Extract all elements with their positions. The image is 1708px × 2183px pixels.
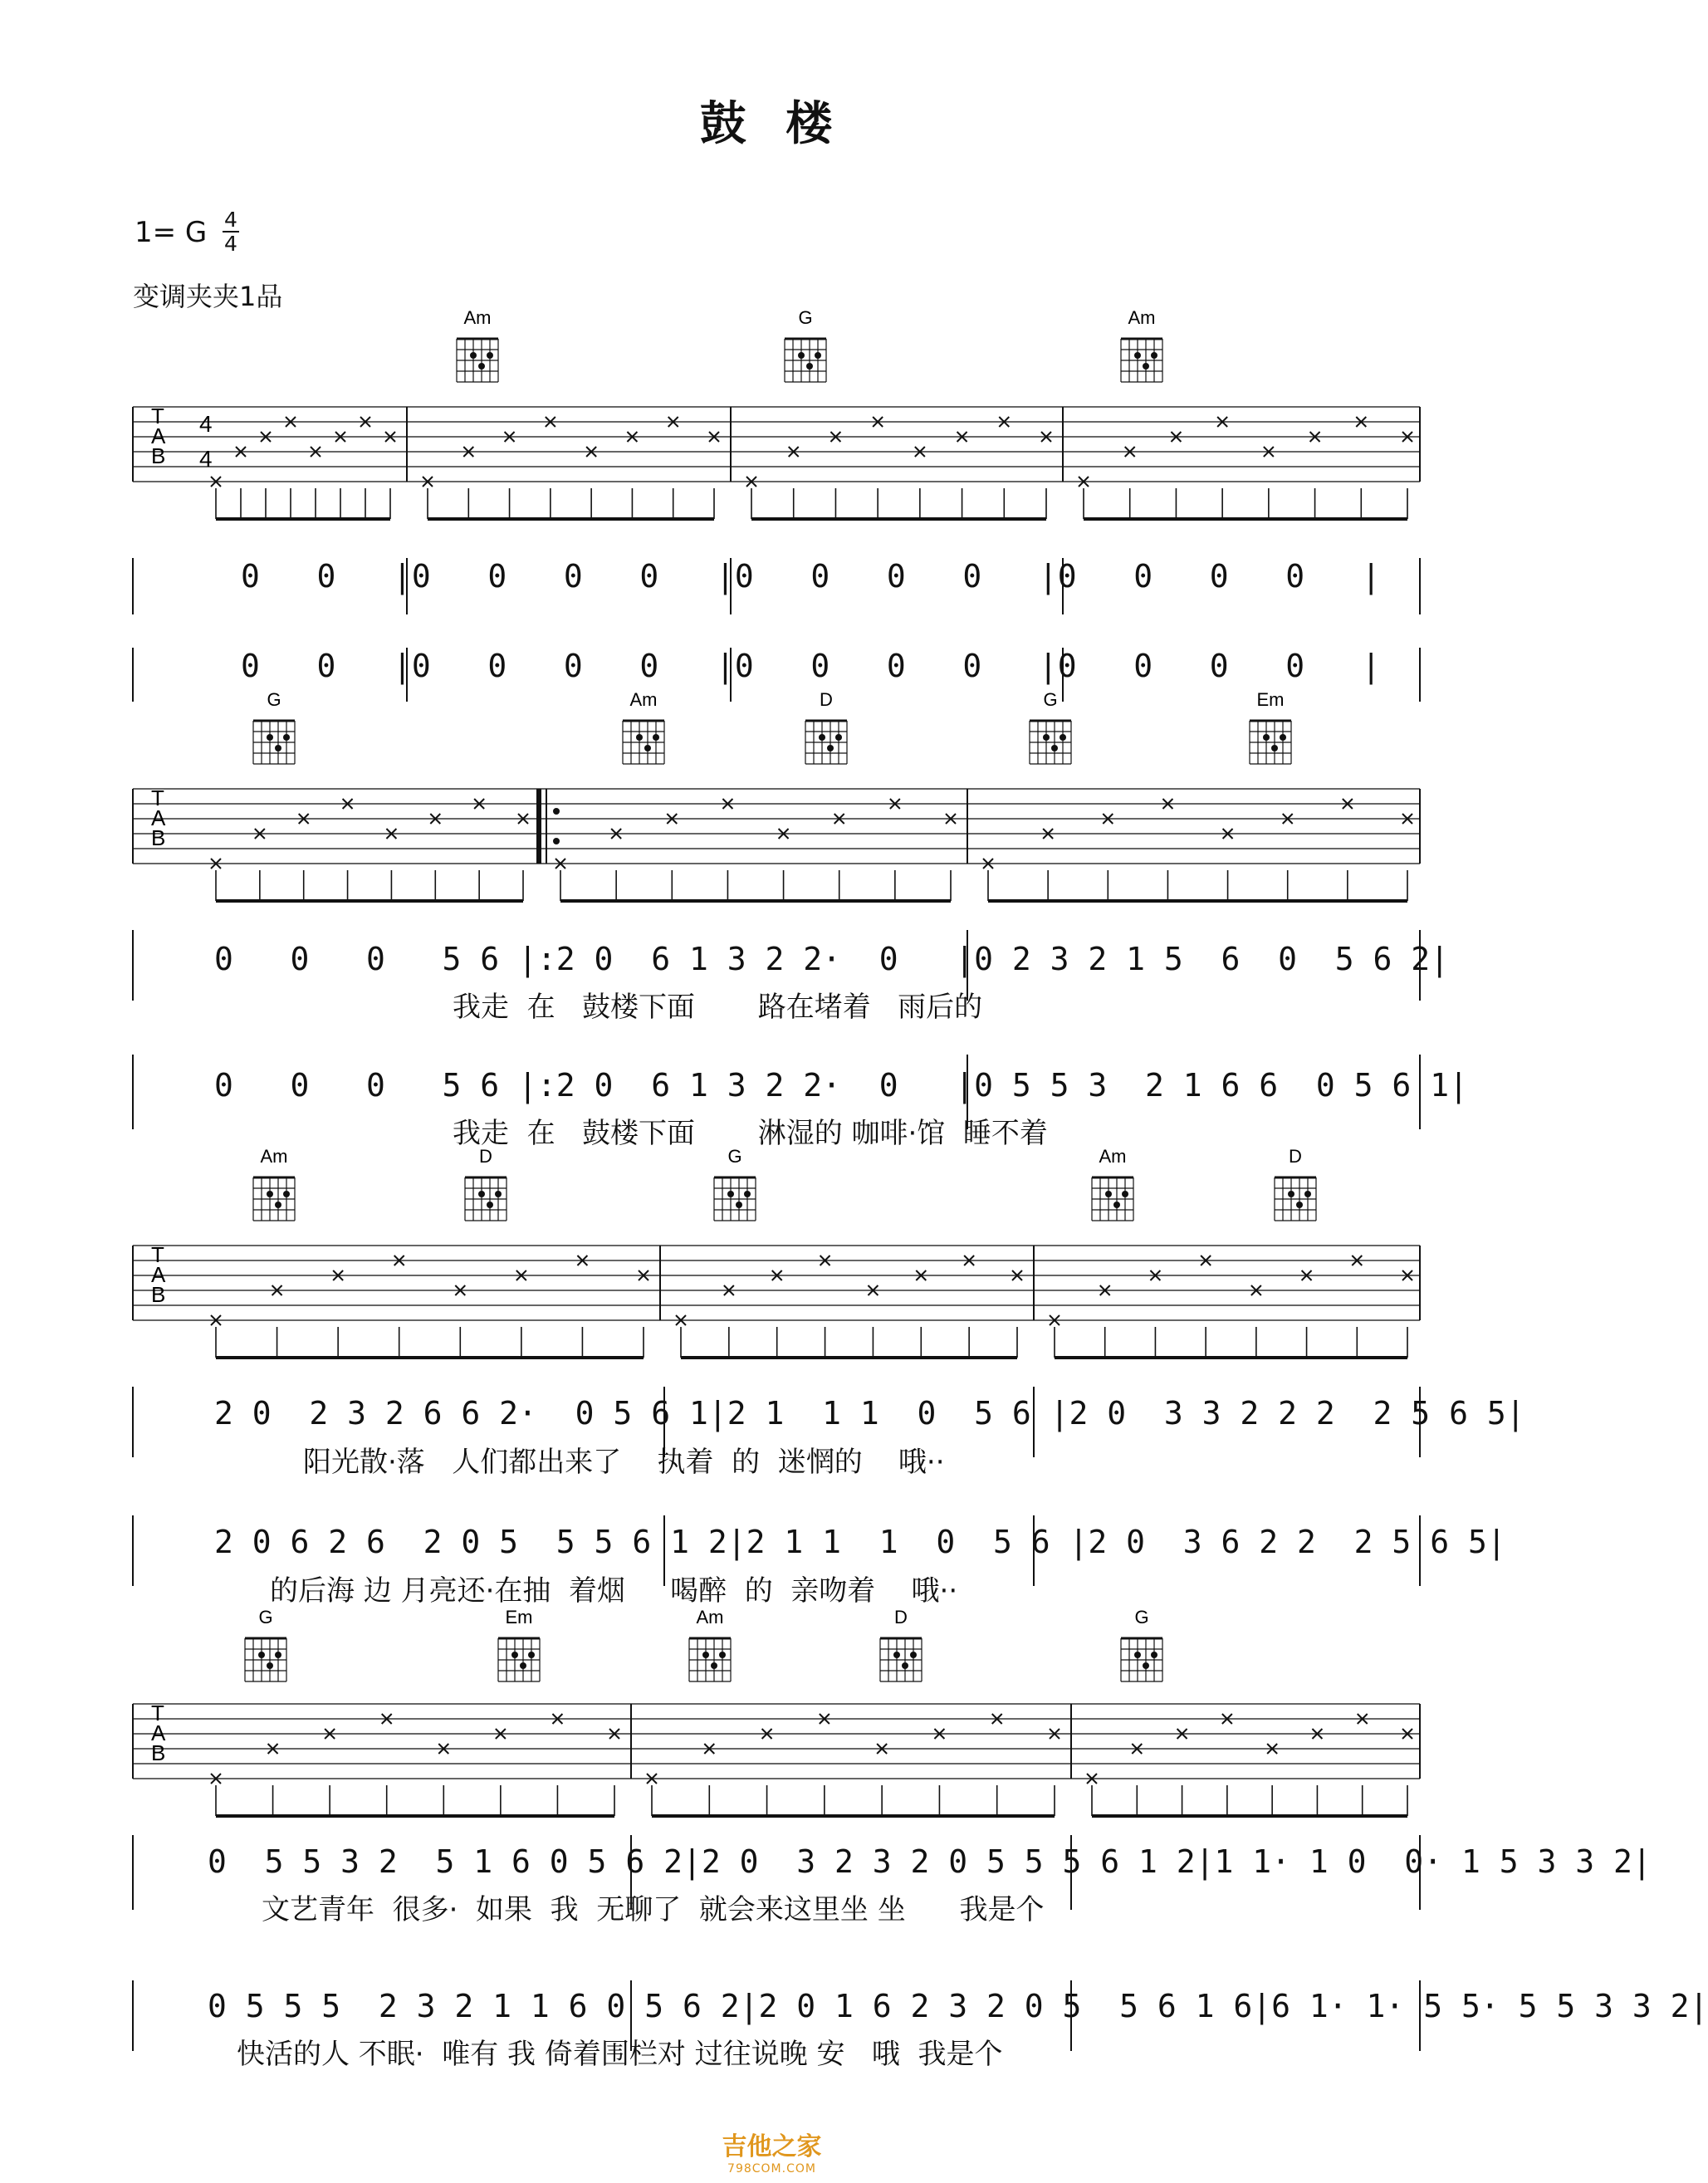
jianpu-line-5: 2 0 2 3 2 6 6 2· 0 5 6 1|2 1 1 1 0 5 6 |2 0 3 3 2 2 2 2 5 6 5| — [214, 1395, 1525, 1432]
tab-clef-letter: A — [151, 1720, 166, 1745]
chord-finger-dot — [1151, 1652, 1157, 1658]
chord-finger-dot — [744, 1191, 751, 1197]
site-logo-url: 798COM.COM — [727, 2162, 816, 2176]
tab-clef-letter: B — [151, 1740, 166, 1765]
chord-name-am: Am — [463, 307, 492, 328]
chord-finger-dot — [1143, 363, 1149, 370]
chord-finger-dot — [267, 1662, 273, 1669]
song-title: 鼓 楼 — [699, 96, 844, 151]
chord-name-em: Em — [505, 1607, 533, 1627]
chord-finger-dot — [1143, 1662, 1149, 1669]
chord-name-g: G — [1134, 1607, 1149, 1627]
chord-finger-dot — [487, 352, 493, 359]
chord-finger-dot — [1134, 352, 1141, 359]
chord-finger-dot — [478, 1191, 485, 1197]
chord-finger-dot — [520, 1662, 526, 1669]
chord-finger-dot — [644, 745, 651, 751]
chord-finger-dot — [835, 734, 842, 741]
chord-finger-dot — [283, 1191, 290, 1197]
chord-finger-dot — [1151, 352, 1157, 359]
chord-finger-dot — [719, 1652, 726, 1658]
repeat-dot — [553, 808, 560, 815]
jianpu-line-8: 0 5 5 5 2 3 2 1 1 6 0 5 6 2|2 0 1 6 2 3 2 0 5 5 6 1 6|6 1· 1· 5 5· 5 5 3 3 2| — [208, 1988, 1708, 2024]
chord-finger-dot — [1304, 1191, 1311, 1197]
chord-finger-dot — [711, 1662, 717, 1669]
chord-finger-dot — [267, 734, 273, 741]
chord-finger-dot — [893, 1652, 900, 1658]
chord-name-d: D — [479, 1146, 492, 1167]
chord-name-d: D — [820, 689, 833, 710]
lyric-line-7: 文艺青年 很多· 如果 我 无聊了 就会来这里坐 坐 我是个 — [262, 1893, 1045, 1926]
chord-name-am: Am — [260, 1146, 288, 1167]
tab-time-signature: 4 — [199, 446, 213, 472]
tab-clef-letter: A — [151, 423, 166, 448]
chord-finger-dot — [1051, 745, 1058, 751]
chord-finger-dot — [1271, 745, 1278, 751]
lyric-line-4: 我走 在 鼓楼下面 淋湿的 咖啡·馆 睡不着 — [453, 1117, 1048, 1150]
lyric-line-6: 的后海 边 月亮还·在抽 着烟 喝醉 的 亲吻着 哦·· — [270, 1574, 958, 1608]
tab-clef-letter: T — [151, 404, 164, 428]
tab-clef-letter: B — [151, 1282, 166, 1307]
key-signature: 1= G — [135, 216, 208, 249]
chord-finger-dot — [727, 1191, 734, 1197]
chord-finger-dot — [815, 352, 821, 359]
chord-finger-dot — [487, 1202, 493, 1208]
chord-name-g: G — [267, 689, 281, 710]
chord-finger-dot — [1280, 734, 1286, 741]
chord-name-am: Am — [1128, 307, 1156, 328]
chord-finger-dot — [702, 1652, 709, 1658]
time-signature-bottom: 4 — [224, 232, 237, 256]
chord-finger-dot — [258, 1652, 265, 1658]
chord-name-g: G — [798, 307, 813, 328]
chord-finger-dot — [495, 1191, 502, 1197]
chord-name-am: Am — [629, 689, 658, 710]
chord-finger-dot — [275, 1202, 281, 1208]
chord-finger-dot — [1043, 734, 1050, 741]
chord-finger-dot — [478, 363, 485, 370]
repeat-bar-thick — [536, 789, 541, 864]
chord-finger-dot — [1263, 734, 1270, 741]
chord-finger-dot — [283, 734, 290, 741]
tab-clef-letter: T — [151, 1701, 164, 1725]
site-logo — [0, 2126, 1544, 2176]
tab-clef-letter: T — [151, 1242, 164, 1267]
tab-clef-letter: A — [151, 805, 166, 830]
repeat-dot — [553, 838, 560, 844]
chord-finger-dot — [511, 1652, 518, 1658]
jianpu-line-4: 0 0 0 5 6 |:2 0 6 1 3 2 2· 0 |0 5 5 3 2 1 6 6 0 5 6 1| — [214, 1067, 1468, 1104]
jianpu-line-6: 2 0 6 2 6 2 0 5 5 5 6 1 2|2 1 1 1 0 5 6 |2 0 3 6 2 2 2 5 6 5| — [214, 1524, 1506, 1560]
chord-finger-dot — [806, 363, 813, 370]
tab-clef-letter: T — [151, 786, 164, 810]
jianpu-line-3: 0 0 0 5 6 |:2 0 6 1 3 2 2· 0 |0 2 3 2 1 5 6 0 5 6 2| — [214, 941, 1450, 977]
chord-finger-dot — [267, 1191, 273, 1197]
chord-finger-dot — [1122, 1191, 1128, 1197]
chord-finger-dot — [1296, 1202, 1303, 1208]
chord-finger-dot — [1113, 1202, 1120, 1208]
chord-name-g: G — [258, 1607, 273, 1627]
chord-finger-dot — [1105, 1191, 1112, 1197]
chord-finger-dot — [736, 1202, 742, 1208]
chord-finger-dot — [902, 1662, 908, 1669]
chord-finger-dot — [798, 352, 805, 359]
time-signature-top: 4 — [224, 208, 237, 232]
chord-name-am: Am — [696, 1607, 724, 1627]
capo-instruction: 变调夹夹1品 — [133, 281, 283, 312]
site-logo-text: 吉他之家 — [722, 2132, 822, 2161]
chord-finger-dot — [275, 745, 281, 751]
chord-name-d: D — [894, 1607, 908, 1627]
chord-finger-dot — [470, 352, 477, 359]
chord-finger-dot — [1060, 734, 1066, 741]
chord-finger-dot — [1134, 1652, 1141, 1658]
chord-finger-dot — [653, 734, 659, 741]
chord-name-am: Am — [1099, 1146, 1127, 1167]
chord-finger-dot — [910, 1652, 917, 1658]
chord-name-em: Em — [1256, 689, 1285, 710]
chord-name-d: D — [1289, 1146, 1302, 1167]
chord-name-g: G — [1043, 689, 1058, 710]
chord-finger-dot — [275, 1652, 281, 1658]
tab-clef-letter: B — [151, 443, 166, 468]
tab-clef-letter: B — [151, 825, 166, 850]
chord-finger-dot — [827, 745, 834, 751]
chord-finger-dot — [1288, 1191, 1294, 1197]
chord-finger-dot — [819, 734, 825, 741]
chord-name-g: G — [727, 1146, 742, 1167]
lyric-line-8: 快活的人 不眠· 唯有 我 倚着围栏对 过往说晚 安 哦 我是个 — [237, 2038, 1003, 2071]
chord-finger-dot — [636, 734, 643, 741]
tab-time-signature: 4 — [199, 411, 213, 437]
lyric-line-5: 阳光散·落 人们都出来了 执着 的 迷惘的 哦·· — [303, 1446, 945, 1479]
chord-finger-dot — [528, 1652, 535, 1658]
jianpu-line-2: 0 0 |0 0 0 0 |0 0 0 0 |0 0 0 0 | — [241, 648, 1381, 684]
jianpu-line-7: 0 5 5 3 2 5 1 6 0 5 6 2|2 0 3 2 3 2 0 5 5 5 6 1 2|1 1· 1 0 0· 1 5 3 3 2| — [208, 1843, 1652, 1880]
lyric-line-3: 我走 在 鼓楼下面 路在堵着 雨后的 — [453, 991, 983, 1024]
jianpu-line-1: 0 0 |0 0 0 0 |0 0 0 0 |0 0 0 0 | — [241, 558, 1381, 595]
tab-clef-letter: A — [151, 1262, 166, 1287]
